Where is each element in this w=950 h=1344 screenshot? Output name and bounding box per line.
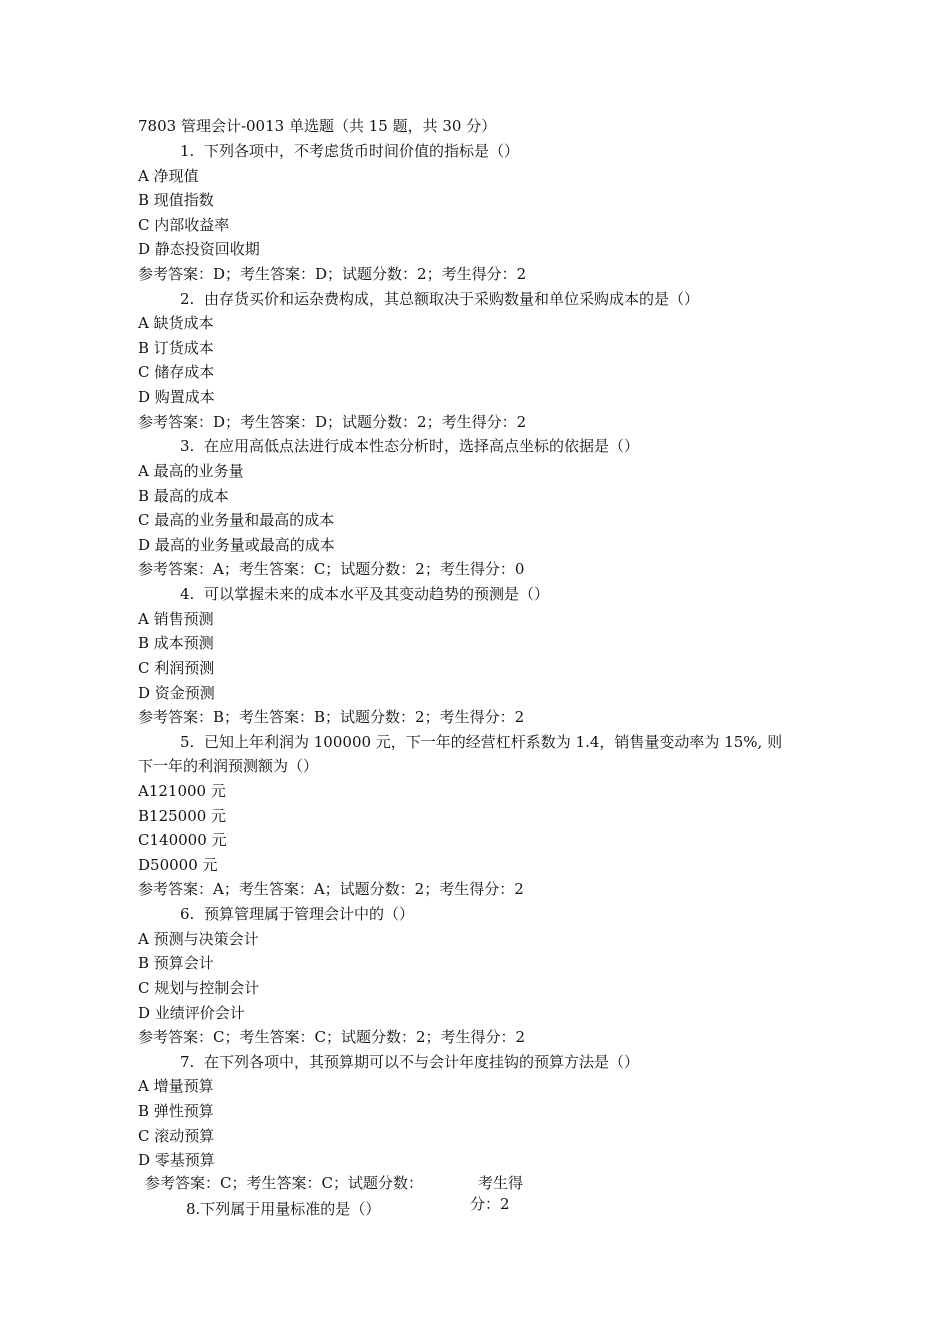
question-text: 已知上年利润为 100000 元，下一年的经营杠杆系数为 1.4，销售量变动率为 15%, 则 — [204, 733, 783, 751]
question-6 — [180, 902, 414, 926]
answer-line-left: 参考答案：C；考生答案：C；试题分数： — [145, 1174, 423, 1192]
answer-line-right-bottom: 分：2 — [470, 1195, 510, 1213]
option-d: D 零基预算 — [138, 1151, 215, 1169]
question-text: 可以掌握未来的成本水平及其变动趋势的预测是（） — [204, 585, 550, 603]
question-8: 8.下列属于用量标准的是（） — [186, 1200, 381, 1218]
question-number: 7. — [180, 1053, 195, 1071]
option-a: A121000 元 — [138, 782, 226, 800]
option-c: C 最高的业务量和最高的成本 — [138, 511, 335, 529]
option-c: C 利润预测 — [138, 659, 215, 677]
option-c: C140000 元 — [138, 831, 227, 849]
option-b: B 成本预测 — [138, 634, 214, 652]
question-4 — [180, 582, 549, 606]
option-c: C 规划与控制会计 — [138, 979, 260, 997]
question-text: 下列各项中，不考虑货币时间价值的指标是（） — [204, 142, 520, 160]
question-number: 5. — [180, 733, 195, 751]
document-header: 7803 管理会计-0013 单选题（共 15 题，共 30 分） — [138, 117, 497, 135]
answer-line: 参考答案：A；考生答案：C；试题分数：2；考生得分：0 — [138, 560, 525, 578]
question-number: 1. — [180, 142, 195, 160]
option-c: C 储存成本 — [138, 363, 215, 381]
question-number: 3. — [180, 437, 195, 455]
option-a: A 最高的业务量 — [138, 462, 244, 480]
answer-line: 参考答案：B；考生答案：B；试题分数：2；考生得分：2 — [138, 708, 525, 726]
option-d: D 静态投资回收期 — [138, 240, 260, 258]
question-5 — [180, 730, 782, 754]
question-number: 6. — [180, 905, 195, 923]
question-text: 预算管理属于管理会计中的（） — [204, 905, 415, 923]
option-b: B 现值指数 — [138, 191, 214, 209]
question-text: 在下列各项中，其预算期可以不与会计年度挂钩的预算方法是（） — [204, 1053, 640, 1071]
question-text: 在应用高低点法进行成本性态分析时，选择高点坐标的依据是（） — [204, 437, 640, 455]
option-b: B 预算会计 — [138, 954, 214, 972]
option-b: B 最高的成本 — [138, 487, 229, 505]
answer-line-right-top: 考生得 — [478, 1174, 524, 1192]
question-2 — [180, 287, 699, 311]
option-d: D 购置成本 — [138, 388, 215, 406]
option-a: A 预测与决策会计 — [138, 930, 259, 948]
question-1 — [180, 139, 519, 163]
question-text: 由存货买价和运杂费构成，其总额取决于采购数量和单位采购成本的是（） — [204, 290, 700, 308]
question-3 — [180, 434, 639, 458]
question-text-continuation: 下一年的利润预测额为（） — [138, 757, 319, 775]
option-a: A 缺货成本 — [138, 314, 214, 332]
answer-line: 参考答案：D；考生答案：D；试题分数：2；考生得分：2 — [138, 265, 527, 283]
question-number: 4. — [180, 585, 195, 603]
question-number: 2. — [180, 290, 195, 308]
option-d: D 业绩评价会计 — [138, 1004, 245, 1022]
option-a: A 销售预测 — [138, 610, 214, 628]
option-b: B 订货成本 — [138, 339, 214, 357]
option-b: B125000 元 — [138, 807, 227, 825]
option-b: B 弹性预算 — [138, 1102, 214, 1120]
option-c: C 滚动预算 — [138, 1127, 215, 1145]
question-7 — [180, 1050, 639, 1074]
option-d: D50000 元 — [138, 856, 218, 874]
answer-line: 参考答案：C；考生答案：C；试题分数：2；考生得分：2 — [138, 1028, 526, 1046]
answer-line: 参考答案：D；考生答案：D；试题分数：2；考生得分：2 — [138, 413, 527, 431]
option-d: D 最高的业务量或最高的成本 — [138, 536, 335, 554]
answer-line: 参考答案：A；考生答案：A；试题分数：2；考生得分：2 — [138, 880, 524, 898]
option-a: A 增量预算 — [138, 1077, 214, 1095]
option-d: D 资金预测 — [138, 684, 215, 702]
option-c: C 内部收益率 — [138, 216, 230, 234]
option-a: A 净现值 — [138, 167, 199, 185]
